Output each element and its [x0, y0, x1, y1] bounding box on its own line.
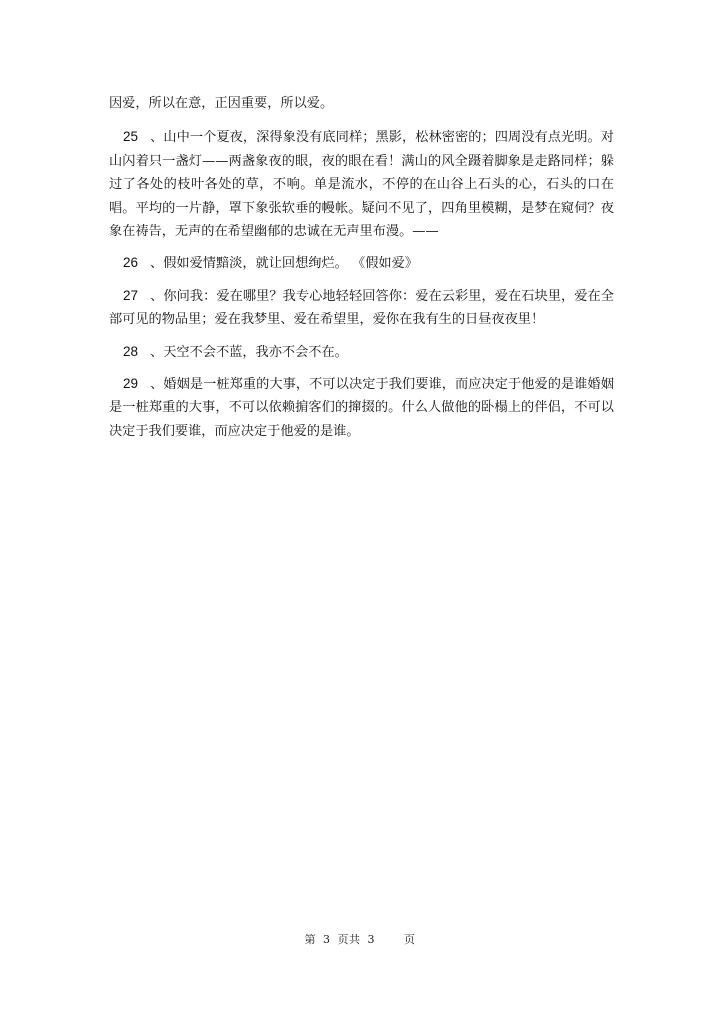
- document-body: [109, 92, 614, 451]
- paragraph-number: 29: [123, 376, 139, 392]
- paragraph-27: [109, 284, 614, 332]
- footer-suffix: 页: [404, 933, 416, 946]
- paragraph-29: [109, 372, 614, 443]
- paragraph-text: 、婚姻是一桩郑重的大事，不可以决定于我们要谁，而应决定于他爱的是谁婚姻是一桩郑重的大事，不可以依赖掮客们的撺掇的。什么人做他的卧榻上的伴侣，不可以决定于我们要谁，而应决定于他爱的是谁。: [109, 377, 614, 439]
- paragraph-25: [109, 125, 614, 243]
- paragraph-text: 、天空不会不蓝，我亦不会不在。: [150, 344, 348, 360]
- page-footer: [0, 931, 720, 947]
- paragraph-text: 、山中一个夏夜，深得象没有底同样；黑影，松林密密的；四周没有点光明。对山闪着只一盏灯——两盏象夜的眼，夜的眼在看！满山的风全蹑着脚象是走路同样；躲过了各处的枝叶各处的草，不响。单是流水，不停的在山谷上石头的心，石头的口在唱。平均的一片静，罩下象张软垂的幔帐。疑问不见了，四角里模糊，是梦在窥伺？夜象在祷告，无声的在希望幽郁的忠诚在无声里布漫。——: [109, 130, 614, 240]
- paragraph-number: 25: [123, 129, 139, 145]
- paragraph-number: 26: [123, 255, 139, 271]
- paragraph-28: [109, 340, 614, 364]
- paragraph-26: [109, 251, 614, 275]
- paragraph-text: 、假如爱情黯淡，就让回想绚烂。 《假如爱》: [150, 256, 418, 272]
- paragraph-text: 、你问我：爱在哪里？我专心地轻轻回答你：爱在云彩里，爱在石块里，爱在全部可见的物品里；爱在我梦里、爱在希望里，爱你在我有生的日昼夜夜里！: [109, 288, 614, 328]
- paragraph-intro: [109, 92, 614, 115]
- footer-total-pages: 3: [367, 933, 375, 946]
- footer-prefix: 第: [304, 933, 316, 946]
- footer-page-number: 3: [323, 933, 331, 946]
- paragraph-number: 28: [123, 343, 139, 359]
- footer-middle: 页共: [337, 933, 361, 946]
- paragraph-number: 27: [123, 287, 139, 303]
- paragraph-text: 因爱，所以在意，正因重要，所以爱。: [109, 96, 334, 111]
